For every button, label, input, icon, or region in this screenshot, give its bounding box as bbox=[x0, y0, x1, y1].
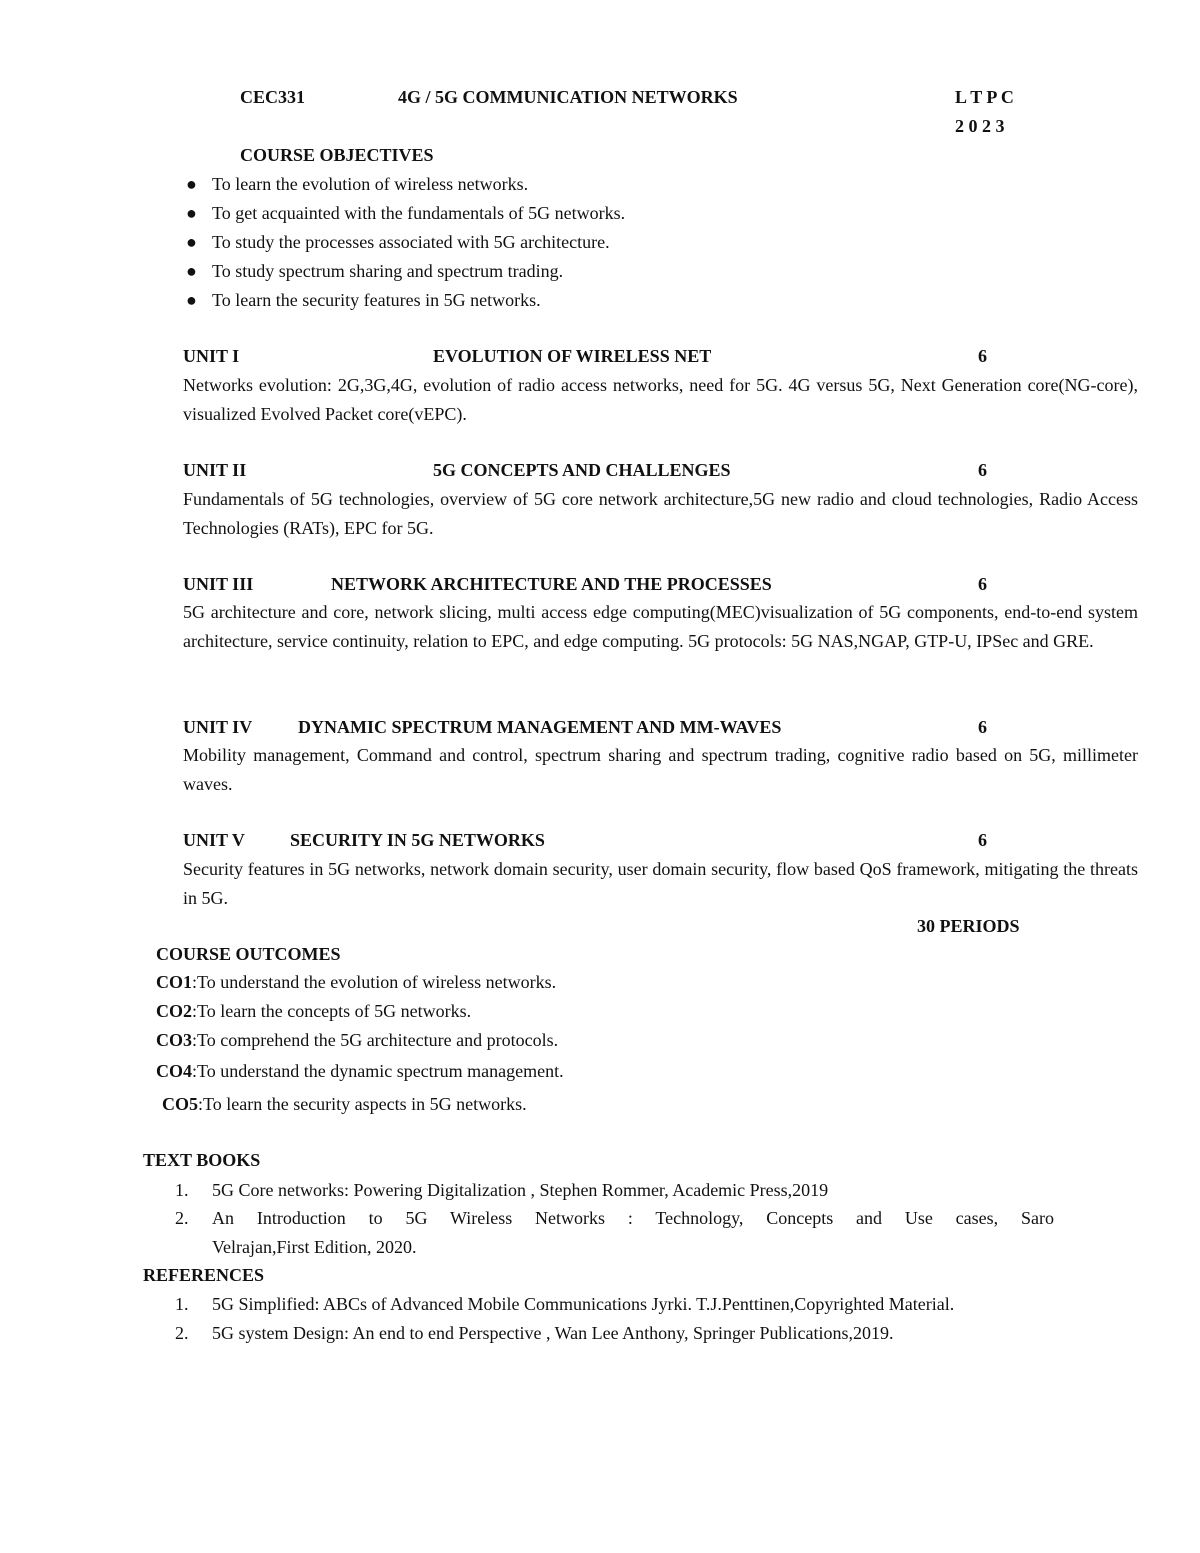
outcome-code: CO1 bbox=[156, 972, 192, 992]
references-heading: REFERENCES bbox=[143, 1265, 265, 1285]
unit-4-content: Mobility management, Command and control, spectrum sharing and spectrum trading, cognitive radio based on 5G, millimeter waves. bbox=[183, 745, 1138, 794]
outcome-item bbox=[156, 1057, 564, 1086]
unit-4-label: UNIT IV bbox=[183, 717, 253, 737]
textbook-item: 1. 5G Core networks: Powering Digitalization , Stephen Rommer, Academic Press,2019 bbox=[175, 1180, 829, 1200]
unit-1-title: EVOLUTION OF WIRELESS NET bbox=[433, 346, 712, 366]
outcome-item bbox=[156, 997, 471, 1026]
reference-item: 1. 5G Simplified: ABCs of Advanced Mobile Communications Jyrki. T.J.Penttinen,Copyrighted Material. bbox=[175, 1294, 955, 1314]
outcome-code: CO5 bbox=[162, 1094, 198, 1114]
objective-item: ● To learn the security features in 5G networks. bbox=[186, 286, 541, 315]
unit-1-hours: 6 bbox=[978, 346, 987, 366]
bullet-icon: ● bbox=[186, 261, 197, 281]
unit-2-hours: 6 bbox=[978, 460, 987, 480]
outcome-item bbox=[156, 968, 556, 997]
textbooks-heading: TEXT BOOKS bbox=[143, 1150, 261, 1170]
outcome-code: CO3 bbox=[156, 1030, 192, 1050]
unit-1-content: Networks evolution: 2G,3G,4G, evolution of radio access networks, need for 5G. 4G versus 5G, Next Generation core(NG-core), visualized Evolved Packet core(vEPC). bbox=[183, 375, 1138, 424]
bullet-icon: ● bbox=[186, 290, 197, 310]
unit-5-hours: 6 bbox=[978, 830, 987, 850]
ltpc-values: 2 0 2 3 bbox=[955, 116, 1005, 136]
outcome-text: :To understand the evolution of wireless networks. bbox=[192, 972, 557, 992]
unit-3-label: UNIT III bbox=[183, 574, 254, 594]
outcome-item bbox=[156, 1026, 558, 1055]
outcome-code: CO2 bbox=[156, 1001, 192, 1021]
unit-2-label: UNIT II bbox=[183, 460, 247, 480]
unit-2-title: 5G CONCEPTS AND CHALLENGES bbox=[433, 460, 731, 480]
bullet-icon: ● bbox=[186, 232, 197, 252]
total-periods: 30 PERIODS bbox=[917, 916, 1020, 936]
outcomes-heading: COURSE OUTCOMES bbox=[156, 944, 341, 964]
textbook-item-continuation: Velrajan,First Edition, 2020. bbox=[212, 1237, 417, 1257]
bullet-icon: ● bbox=[186, 174, 197, 194]
course-title: 4G / 5G COMMUNICATION NETWORKS bbox=[398, 87, 738, 107]
unit-3-title: NETWORK ARCHITECTURE AND THE PROCESSES bbox=[331, 574, 772, 594]
textbook-item: 2. An Introduction to 5G Wireless Networks : Technology, Concepts and Use cases, Saro bbox=[175, 1208, 1054, 1228]
outcome-item bbox=[162, 1090, 527, 1119]
outcome-text: :To learn the concepts of 5G networks. bbox=[192, 1001, 472, 1021]
ltpc-labels: L T P C bbox=[955, 87, 1014, 107]
reference-item: 2. 5G system Design: An end to end Perspective , Wan Lee Anthony, Springer Publications,2019. bbox=[175, 1323, 894, 1343]
outcome-text: :To learn the security aspects in 5G networks. bbox=[198, 1094, 527, 1114]
unit-3-hours: 6 bbox=[978, 574, 987, 594]
objective-item: ● To study spectrum sharing and spectrum trading. bbox=[186, 257, 563, 286]
course-code: CEC331 bbox=[240, 87, 306, 107]
unit-5-title: SECURITY IN 5G NETWORKS bbox=[290, 830, 545, 850]
unit-5-content: Security features in 5G networks, network domain security, user domain security, flow based QoS framework, mitigating the threats in 5G. bbox=[183, 859, 1138, 908]
objective-item: ● To learn the evolution of wireless networks. bbox=[186, 170, 528, 199]
objectives-heading: COURSE OBJECTIVES bbox=[240, 145, 434, 165]
unit-5-label: UNIT V bbox=[183, 830, 245, 850]
objective-item: ● To get acquainted with the fundamentals of 5G networks. bbox=[186, 199, 625, 228]
outcome-text: :To comprehend the 5G architecture and protocols. bbox=[192, 1030, 559, 1050]
unit-4-hours: 6 bbox=[978, 717, 987, 737]
unit-1-label: UNIT I bbox=[183, 346, 240, 366]
unit-4-title: DYNAMIC SPECTRUM MANAGEMENT AND MM-WAVES bbox=[298, 717, 782, 737]
outcome-text: :To understand the dynamic spectrum management. bbox=[192, 1061, 564, 1081]
unit-3-content: 5G architecture and core, network slicing, multi access edge computing(MEC)visualization of 5G components, end-to-end system architecture, service continuity, relation to EPC, and edge computing. 5G protocols: 5G NAS,NGAP, GTP-U, IPSec and GRE. bbox=[183, 602, 1138, 651]
unit-2-content: Fundamentals of 5G technologies, overview of 5G core network architecture,5G new radio and cloud technologies, Radio Access Technologies (RATs), EPC for 5G. bbox=[183, 489, 1138, 538]
outcome-code: CO4 bbox=[156, 1061, 192, 1081]
bullet-icon: ● bbox=[186, 203, 197, 223]
objective-item: ● To study the processes associated with 5G architecture. bbox=[186, 228, 610, 257]
